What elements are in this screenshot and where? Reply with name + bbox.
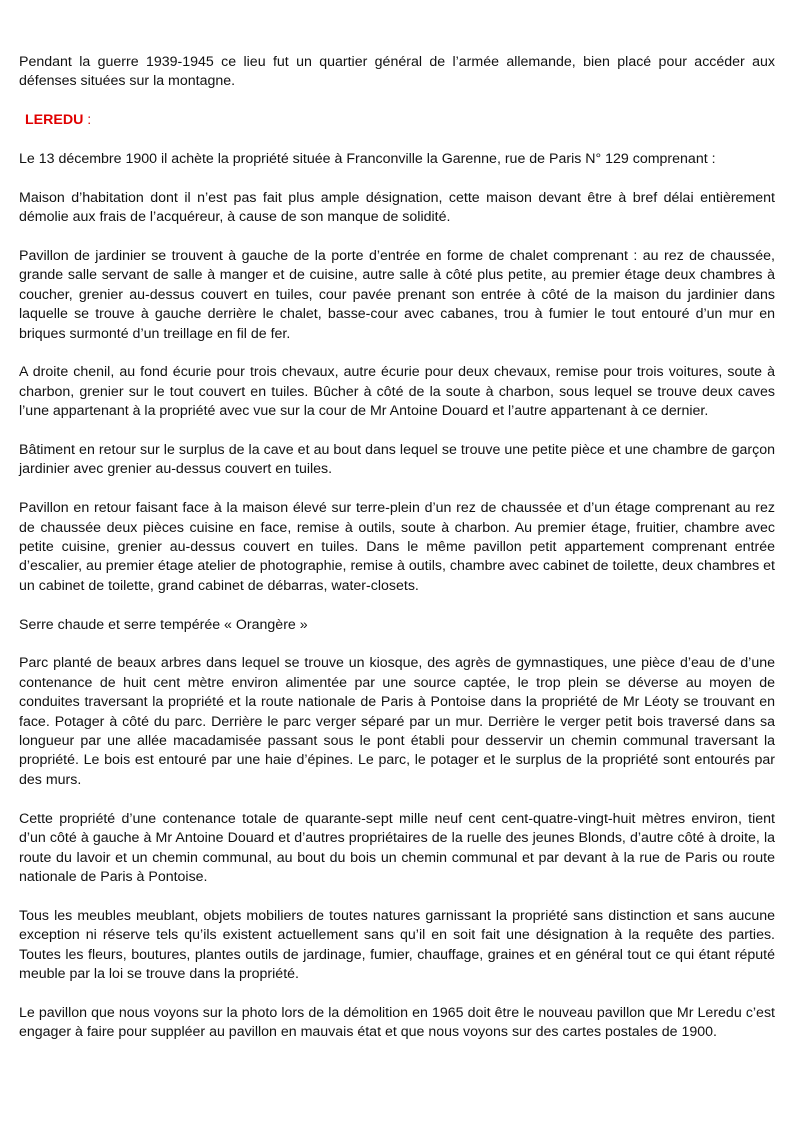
paragraph-return-building: Bâtiment en retour sur le surplus de la cave et au bout dans lequel se trouve une petite pièce et une chambre de garçon jardinier avec grenier au-dessus couvert en tuiles. xyxy=(19,442,775,478)
section-heading xyxy=(19,111,775,130)
paragraph-gardener-pavilion: Pavillon de jardinier se trouvent à gauche de la porte d’entrée en forme de chalet comprenant : au rez de chaussée, grande salle servant de salle à manger et de cuisine, autre salle à côté plus petite, au premier étage deux chambres à coucher, grenier au-dessus couvert en tuiles, cour pavée prenant son entrée à côté de la maison du jardinier dans laquelle se trouve à gauche derrière le chalet, basse-cour avec cabanes, trou à fumier le tout entouré d’un mur en briques surmonté d’un treillage en fil de fer. xyxy=(19,248,775,342)
paragraph-property-size: Cette propriété d’une contenance totale de quarante-sept mille neuf cent cent-quatre-vingt-huit mètres environ, tient d’un côté à gauche à Mr Antoine Douard et d’autres propriétaires de la ruelle des jeunes Blonds, d’autre côté à droite, la route du lavoir et un chemin communal, au bout du bois un chemin communal et par devant à la rue de Paris ou route nationale de Paris à Pontoise. xyxy=(19,810,775,885)
paragraph-greenhouse: Serre chaude et serre tempérée « Orangère » xyxy=(19,616,308,633)
document-page xyxy=(19,53,775,1062)
paragraph-house: Maison d’habitation dont il n’est pas fait plus ample désignation, cette maison devant être à bref délai entièrement démolie aux frais de l’acquéreur, à cause de son manque de solidité. xyxy=(19,189,775,226)
paragraph-furniture: Tous les meubles meublant, objets mobiliers de toutes natures garnissant la propriété sans distinction et sans aucune exception ni réserve tels qu’ils existent actuellement sans qu’il en soit fait une désignation à la requête des parties. Toutes les fleurs, boutures, plantes outils de jardinage, fumier, chauffage, graines et en général tout ce qui étant réputé meuble par la loi se trouve dans la propriété. xyxy=(19,907,775,982)
paragraph-park: Parc planté de beaux arbres dans lequel se trouve un kiosque, des agrès de gymnastiques, une pièce d’eau de d’une contenance de huit cent mètre environ alimentée par une source captée, le trop plein se déverse au moyen de conduites traversant la propriété et la route nationale de Paris à Pontoise dans la propriété de Mr Léoty se trouvant en face. Potager à côté du parc. Derrière le parc verger séparé par un mur. Derrière le verger petit bois traversé dans sa longueur par une allée macadamisée passant sous le pont établi pour desservir un chemin communal traversant la propriété. Le bois est entouré par une haie d’épines. Le parc, le potager et le surplus de la propriété sont entourés par des murs. xyxy=(19,655,775,788)
paragraph-return-pavilion: Pavillon en retour faisant face à la maison élevé sur terre-plein d’un rez de chaussée et d’un étage comprenant au rez de chaussée deux pièces cuisine en face, remise à outils, soute à charbon. Au premier étage, fruitier, chambre avec petite cuisine, grenier au-dessus couvert en tuiles. Dans le même pavillon petit appartement comprenant entrée d’escalier, au premier étage atelier de photographie, remise à outils, chambre avec cabinet de toilette, deux chambres et un cabinet de toilette, grand cabinet de débarras, water-closets. xyxy=(19,500,775,594)
paragraph-demolition: Le pavillon que nous voyons sur la photo lors de la démolition en 1965 doit être le nouveau pavillon que Mr Leredu c’est engager à faire pour suppléer au pavillon en mauvais état et que nous voyons sur des cartes postales de 1900. xyxy=(19,1004,775,1041)
paragraph-stables: A droite chenil, au fond écurie pour trois chevaux, autre écurie pour deux chevaux, remise pour trois voitures, soute à charbon, grenier sur le tout couvert en tuiles. Bûcher à côté de la soute à charbon, sous lequel se trouve deux caves l’une appartenant à la propriété avec vue sur la cour de Mr Antoine Douard et l’autre appartenant à ce dernier. xyxy=(19,364,775,420)
heading-leredu: LEREDU xyxy=(25,112,84,129)
paragraph-purchase: Le 13 décembre 1900 il achète la propriété située à Franconville la Garenne, rue de Paris N° 129 comprenant : xyxy=(19,151,716,167)
heading-colon: : xyxy=(83,112,92,129)
paragraph-wartime: Pendant la guerre 1939-1945 ce lieu fut un quartier général de l’armée allemande, bien placé pour accéder aux défenses situées sur la montagne. xyxy=(19,54,775,90)
